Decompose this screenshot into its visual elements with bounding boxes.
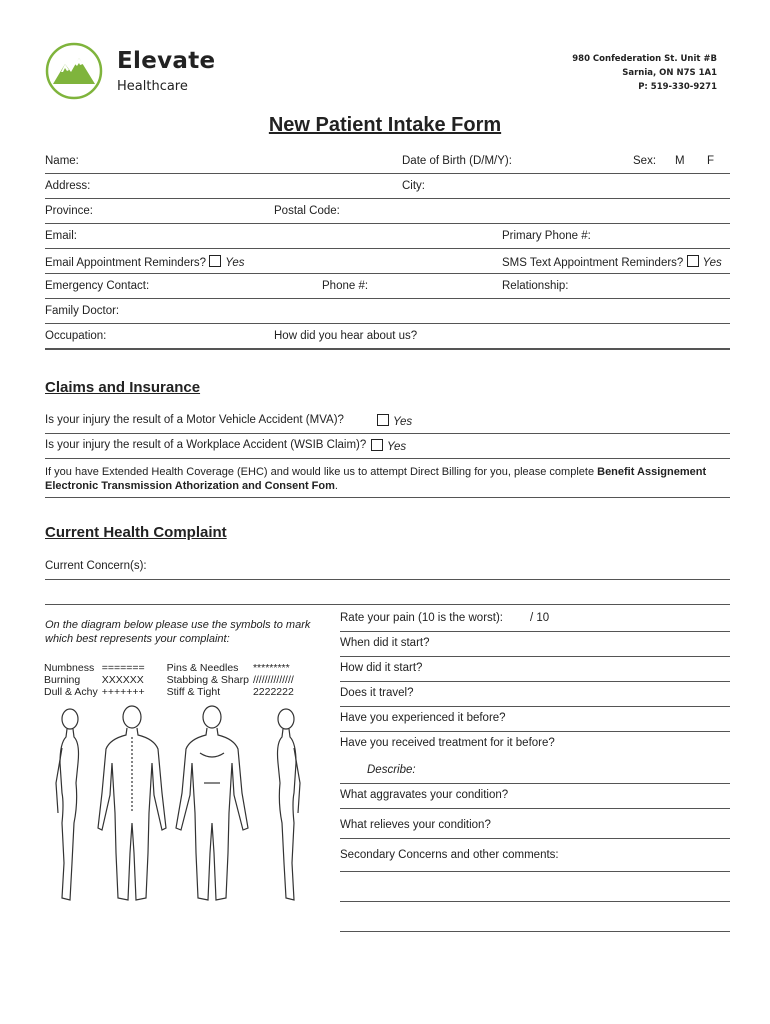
ehc-divider <box>45 497 730 498</box>
reminders-row <box>45 248 730 274</box>
legend-symptom: Stabbing & Sharp <box>166 674 249 686</box>
body-side-right-figure <box>278 709 301 900</box>
email-label: Email: <box>45 230 77 242</box>
pain-row[interactable] <box>340 606 730 632</box>
concern-line-2[interactable] <box>45 604 730 605</box>
relieves-label: What relieves your condition? <box>340 819 491 831</box>
dob-label: Date of Birth (D/M/Y): <box>402 155 512 167</box>
occupation-row[interactable] <box>45 323 730 350</box>
phone-label: Phone #: <box>322 280 369 292</box>
page-title: New Patient Intake Form <box>268 114 502 136</box>
family-doctor-label: Family Doctor: <box>45 305 120 317</box>
ehc-note <box>45 465 730 493</box>
legend-symptom: Numbness <box>44 662 95 674</box>
mva-row <box>45 408 730 434</box>
body-front-figure <box>176 706 248 900</box>
ehc-text: If you have Extended Health Coverage (EHC) and would like us to attempt Direct Billing for you, please complete <box>45 466 595 478</box>
address-line-phone: P: 519-330-9271 <box>638 82 717 92</box>
treatment-row <box>340 731 730 756</box>
legend-symptom: Dull & Achy <box>44 686 98 698</box>
email-reminders-text: Email Appointment Reminders? <box>45 257 207 269</box>
family-doctor-row[interactable] <box>45 298 730 324</box>
legend-symptom: Stiff & Tight <box>166 686 221 698</box>
body-diagram[interactable] <box>40 703 320 908</box>
mva-checkbox[interactable] <box>377 414 389 426</box>
treatment-label: Have you received treatment for it before? <box>340 737 555 749</box>
legend-symbol: ********* <box>252 662 290 674</box>
name-row[interactable] <box>45 148 730 174</box>
email-reminders-yes: Yes <box>225 257 245 269</box>
aggravates-row[interactable] <box>340 783 730 809</box>
relationship-label: Relationship: <box>502 280 569 292</box>
legend-symbol: XXXXXX <box>101 674 144 686</box>
occupation-label: Occupation: <box>45 330 107 342</box>
symbol-legend <box>44 662 298 698</box>
sms-reminders-checkbox[interactable] <box>687 255 699 267</box>
ehc-form-name: Benefit Assignement Electronic Transmission Athorization and Consent Fom <box>45 466 707 492</box>
email-reminders-checkbox[interactable] <box>209 255 221 267</box>
travel-label: Does it travel? <box>340 687 414 699</box>
sms-reminders-text: SMS Text Appointment Reminders? <box>502 257 684 269</box>
ehc-end: . <box>334 480 338 492</box>
province-label: Province: <box>45 205 93 217</box>
province-row[interactable] <box>45 198 730 224</box>
wsib-yes <box>371 439 406 453</box>
concern-row[interactable] <box>45 554 730 580</box>
sms-reminders-yes: Yes <box>702 257 722 269</box>
emergency-contact-label: Emergency Contact: <box>45 280 150 292</box>
secondary-line-3[interactable] <box>340 905 730 932</box>
describe-row[interactable] <box>340 758 730 784</box>
before-row[interactable] <box>340 706 730 732</box>
sex-label: Sex: <box>633 155 657 167</box>
describe-label: Describe: <box>367 764 416 776</box>
legend-symptom: Pins & Needles <box>166 662 239 674</box>
relieves-row[interactable] <box>340 813 730 839</box>
name-label: Name: <box>45 155 79 167</box>
primary-phone-label: Primary Phone #: <box>502 230 591 242</box>
postal-code-label: Postal Code: <box>274 205 340 217</box>
mva-question: Is your injury the result of a Motor Vehicle Accident (MVA)? <box>45 414 344 426</box>
email-reminders-label <box>45 255 244 269</box>
secondary-row[interactable] <box>340 843 730 872</box>
wsib-question: Is your injury the result of a Workplace Accident (WSIB Claim)? <box>45 439 367 451</box>
secondary-label: Secondary Concerns and other comments: <box>340 849 559 861</box>
before-label: Have you experienced it before? <box>340 712 506 724</box>
when-label: When did it start? <box>340 637 430 649</box>
hear-about-label: How did you hear about us? <box>274 330 418 342</box>
wsib-checkbox[interactable] <box>371 439 383 451</box>
brand-name: Elevate <box>117 48 216 74</box>
legend-row <box>44 662 298 674</box>
address-row[interactable] <box>45 173 730 199</box>
how-row[interactable] <box>340 656 730 682</box>
address-line-city: Sarnia, ON N7S 1A1 <box>622 68 717 78</box>
claims-heading: Claims and Insurance <box>45 379 201 396</box>
travel-row[interactable] <box>340 681 730 707</box>
when-row[interactable] <box>340 631 730 657</box>
sex-f-option[interactable]: F <box>707 155 715 167</box>
diagram-instructions: On the diagram below please use the symbols to mark which best represents your complaint: <box>45 619 311 645</box>
mva-yes <box>377 414 412 428</box>
legend-symptom: Burning <box>44 674 81 686</box>
legend-symbol: 2222222 <box>252 686 294 698</box>
sms-reminders-label <box>502 255 722 269</box>
emergency-row[interactable] <box>45 273 730 299</box>
how-label: How did it start? <box>340 662 423 674</box>
city-label: City: <box>402 180 425 192</box>
clinic-address <box>572 52 717 94</box>
brand-subtitle: Healthcare <box>117 79 188 94</box>
concern-label: Current Concern(s): <box>45 560 147 572</box>
pain-label: Rate your pain (10 is the worst): <box>340 612 503 624</box>
email-row[interactable] <box>45 223 730 249</box>
legend-symbol: +++++++ <box>101 686 145 698</box>
sex-m-option[interactable]: M <box>675 155 685 167</box>
aggravates-label: What aggravates your condition? <box>340 789 509 801</box>
legend-symbol: ======= <box>101 662 145 674</box>
body-back-figure <box>98 706 166 900</box>
address-label: Address: <box>45 180 91 192</box>
wsib-yes-text: Yes <box>387 441 407 453</box>
body-side-left-figure <box>56 709 79 900</box>
mva-yes-text: Yes <box>393 416 413 428</box>
pain-scale: / 10 <box>530 612 550 624</box>
legend-symbol: ////////////// <box>252 674 294 686</box>
legend-row <box>44 686 298 698</box>
logo-mountain-icon <box>45 42 103 100</box>
legend-row <box>44 674 298 686</box>
complaint-heading: Current Health Complaint <box>45 524 227 541</box>
wsib-row <box>45 433 730 459</box>
address-line-street: 980 Confederation St. Unit #B <box>572 54 717 64</box>
secondary-line-2[interactable] <box>340 875 730 902</box>
